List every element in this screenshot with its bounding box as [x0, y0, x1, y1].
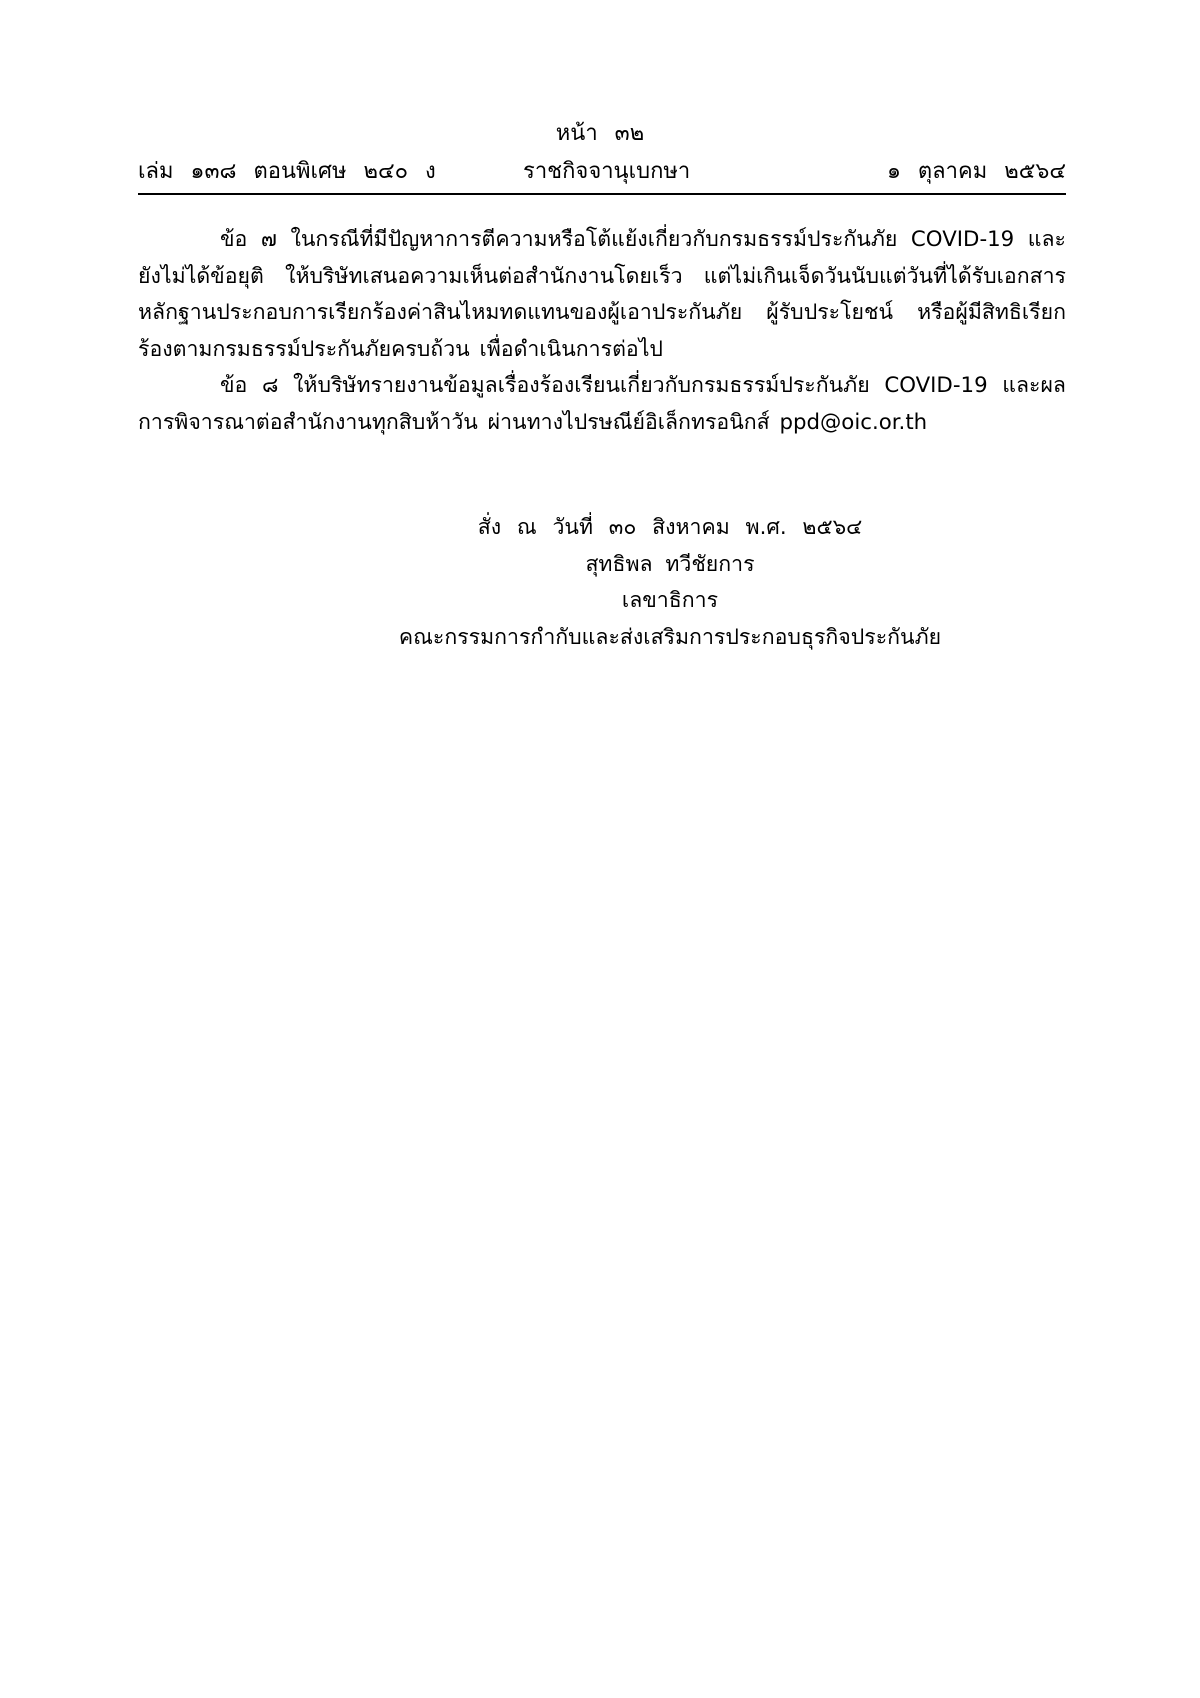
volume-info: เล่ม ๑๓๘ ตอนพิเศษ ๒๔๐ ง	[138, 159, 436, 184]
signature-block	[360, 510, 980, 656]
signatory-organization: คณะกรรมการกำกับและส่งเสริมการประกอบธุรกิจประกันภัย	[398, 624, 942, 650]
clause-8: ข้อ ๘ ให้บริษัทรายงานข้อมูลเรื่องร้องเรียนเกี่ยวกับกรมธรรม์ประกันภัย COVID-19 และผลการพิจารณาต่อสำนักงานทุกสิบห้าวัน ผ่านทางไปรษณีย์อิเล็กทรอนิกส์ ppd@oic.or.th	[138, 373, 1066, 435]
signatory-name: สุทธิพล ทวีชัยการ	[585, 551, 755, 577]
header-rule	[138, 193, 1066, 195]
document-body	[138, 222, 1066, 441]
gazette-header	[138, 158, 1066, 188]
clause-7: ข้อ ๗ ในกรณีที่มีปัญหาการตีความหรือโต้แย้งเกี่ยวกับกรมธรรม์ประกันภัย COVID-19 และยังไม่ได้ข้อยุติ ให้บริษัทเสนอความเห็นต่อสำนักงานโดยเร็ว แต่ไม่เกินเจ็ดวันนับแต่วันที่ได้รับเอกสารหลักฐานประกอบการเรียกร้องค่าสินไหมทดแทนของผู้เอาประกันภัย ผู้รับประโยชน์ หรือผู้มีสิทธิเรียกร้องตามกรมธรรม์ประกันภัยครบถ้วน เพื่อดำเนินการต่อไป	[138, 227, 1066, 362]
publication-date: ๑ ตุลาคม ๒๕๖๔	[886, 159, 1066, 184]
signatory-position: เลขาธิการ	[621, 588, 719, 613]
publication-name: ราชกิจจานุเบกษา	[523, 159, 691, 184]
order-date: สั่ง ณ วันที่ ๓๐ สิงหาคม พ.ศ. ๒๕๖๔	[477, 515, 863, 540]
page-number: หน้า ๓๒	[555, 121, 645, 146]
